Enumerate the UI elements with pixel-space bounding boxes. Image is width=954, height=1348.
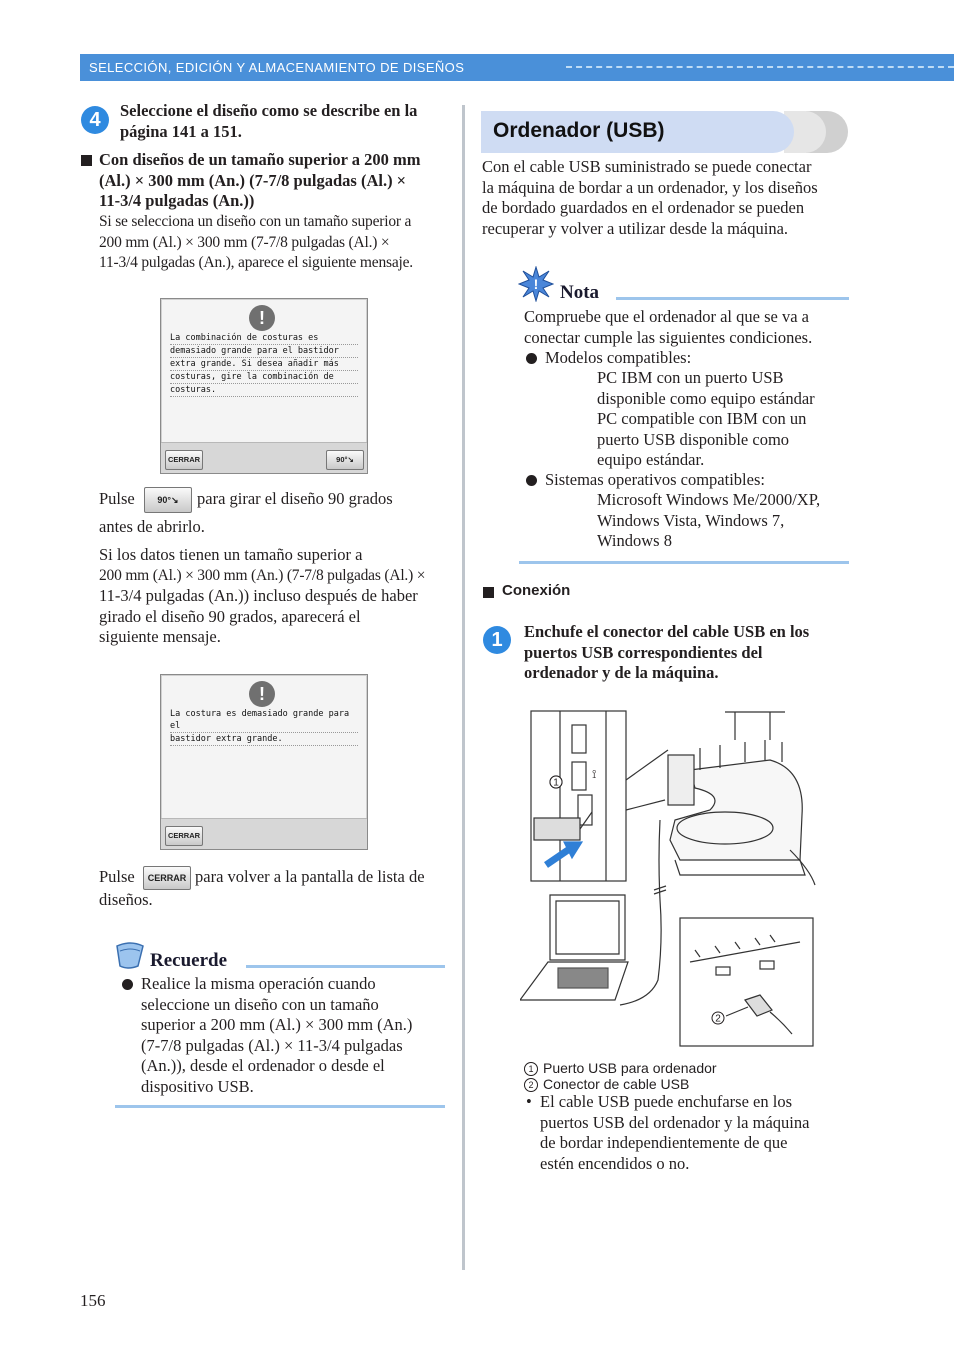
warning-icon: !	[249, 305, 275, 331]
usb-connection-illustration	[520, 700, 820, 1050]
models-list: PC IBM con un puerto USB disponible como equipo estándar PC compatible con IBM con un puerto USB disponible como equipo estándar.	[597, 368, 815, 469]
header-dashes	[566, 66, 954, 68]
column-divider	[462, 105, 465, 1270]
page-number: 156	[80, 1291, 106, 1310]
section-title-bar	[481, 111, 794, 153]
recuerde-bottom-rule	[115, 1105, 445, 1108]
callout-2: 2	[715, 1013, 721, 1025]
rotate-90-button[interactable]: 90°↘	[326, 450, 364, 470]
conexion-heading: Conexión	[502, 582, 571, 599]
rotate-arrow-icon: ↘	[347, 455, 354, 464]
close-button[interactable]: CERRAR	[165, 450, 203, 470]
step-4-text: Seleccione el diseño como se describe en la página 141 a 151.	[120, 101, 418, 141]
step-4-number: 4	[81, 106, 109, 134]
recuerde-title: Recuerde	[150, 950, 228, 971]
step-1-number: 1	[483, 626, 511, 654]
rotate-arrow-icon: ↘	[171, 495, 179, 505]
bullet-mark: •	[526, 1092, 532, 1111]
square-bullet	[81, 155, 92, 166]
header-section-title: SELECCIÓN, EDICIÓN Y ALMACENAMIENTO DE DISEÑOS	[89, 60, 465, 75]
close-inline-button[interactable]: CERRAR	[143, 866, 191, 890]
large-design-heading: Con diseños de un tamaño superior a 200 mm (Al.) × 300 mm (An.) (7-7/8 pulgadas (Al.) × 11-3/4 pulgadas (An.))	[99, 150, 421, 210]
lcd-message-1: La combinación de costuras es demasiado grande para el bastidor extra grande. Si desea añadir más costuras, gire la combinación de costuras.	[170, 332, 358, 397]
nota-burst-icon	[518, 266, 554, 302]
intro-text: Con el cable USB suministrado se puede conectar la máquina de bordar a un ordenador, y los diseños de bordado guardados en el ordenador se pueden recuperar y volver a utilizar desde la máquina.	[482, 157, 818, 238]
square-bullet	[483, 587, 494, 598]
lcd-screen-message-2	[160, 674, 368, 850]
usb-note-text: El cable USB puede enchufarse en los puertos USB del ordenador y la máquina de bordar independientemente de que estén encendidos o no.	[540, 1092, 810, 1173]
caption-1: 1 Puerto USB para ordenador	[524, 1060, 717, 1076]
bullet-dot	[526, 353, 537, 364]
os-label: Sistemas operativos compatibles:	[545, 470, 765, 489]
nota-intro: Compruebe que el ordenador al que se va a conectar cumple las siguientes condiciones.	[524, 307, 813, 347]
os-list: Microsoft Windows Me/2000/XP, Windows Vista, Windows 7, Windows 8	[597, 490, 821, 550]
rotated-body: Si los datos tienen un tamaño superior a 200 mm (Al.) × 300 mm (An.) (7-7/8 pulgadas (Al.) × 11-3/4 pulgadas (An.)) incluso después de haber girado el diseño 90 grados, aparecerá el siguiente mensaje.	[99, 545, 426, 646]
warning-icon: !	[249, 681, 275, 707]
pulse-label-1: Pulse	[99, 489, 135, 508]
close-button[interactable]: CERRAR	[165, 826, 203, 846]
pulse-label-2: Pulse	[99, 867, 135, 886]
lcd-screen-message-1	[160, 298, 368, 474]
usb-symbol-icon: ⟟	[592, 767, 597, 781]
caption-2: 2 Conector de cable USB	[524, 1076, 689, 1092]
running-header	[80, 54, 954, 81]
lcd-message-2: La costura es demasiado grande para el bastidor extra grande.	[170, 708, 358, 746]
memo-icon	[114, 940, 146, 970]
pulse-text-1b: antes de abrirlo.	[99, 517, 205, 536]
nota-bottom-rule	[519, 561, 849, 564]
bullet-dot	[122, 979, 133, 990]
svg-text:!: !	[533, 276, 539, 292]
large-design-body: Si se selecciona un diseño con un tamaño superior a 200 mm (Al.) × 300 mm (7-7/8 pulgadas (Al.) × 11-3/4 pulgadas (An.), aparece el siguiente mensaje.	[99, 213, 413, 271]
pulse-text-1: para girar el diseño 90 grados	[197, 489, 393, 508]
step-1-text: Enchufe el conector del cable USB en los puertos USB correspondientes del ordenador y de la máquina.	[524, 622, 810, 682]
recuerde-text: Realice la misma operación cuando seleccione un diseño con un tamaño superior a 200 mm (Al.) × 300 mm (An.) (7-7/8 pulgadas (Al.) × 11-3/4 pulgadas (An.)), desde el ordenador o desde el dispositivo USB.	[141, 974, 413, 1096]
callout-1: 1	[553, 777, 559, 789]
rotate-90-inline-button[interactable]: 90°↘	[144, 487, 192, 513]
pulse-text-2b: diseños.	[99, 890, 153, 909]
section-title: Ordenador (USB)	[493, 119, 665, 142]
models-label: Modelos compatibles:	[545, 348, 692, 367]
bullet-dot	[526, 475, 537, 486]
pulse-text-2: para volver a la pantalla de lista de	[195, 867, 425, 886]
nota-title: Nota	[560, 282, 600, 303]
nota-top-rule	[616, 297, 849, 300]
recuerde-top-rule	[246, 965, 445, 968]
